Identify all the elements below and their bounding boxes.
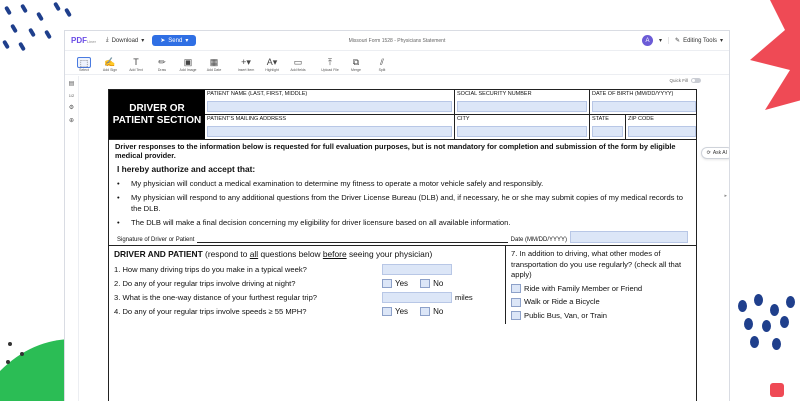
image-icon: ▣	[183, 57, 193, 67]
tool-add-text[interactable]: T Add Text	[129, 57, 143, 72]
chevron-down-icon: ▾	[185, 38, 189, 44]
signature-date-input[interactable]	[570, 231, 688, 243]
send-button[interactable]: ➤ Send ▾	[152, 35, 196, 46]
fields-icon: ▭	[293, 57, 303, 67]
pages-icon[interactable]: ▤	[68, 81, 75, 87]
list-item: • The DLB will make a final decision concerning my eligibility for driver licensure based on all available information.	[117, 218, 511, 227]
question-7: 7. In addition to driving, what other modes of transportation do you use regularly? (check all that apply)	[511, 249, 682, 279]
intro-text: Driver responses to the information below is requested for full evaluation purposes, but is not mandatory for completion and submission of the form by eligible medical provider.	[115, 142, 676, 160]
section-title: DRIVER OR PATIENT SECTION	[109, 90, 205, 139]
plus-icon: +▾	[241, 57, 251, 67]
ask-ai-button[interactable]: ⟳ Ask AI	[701, 147, 730, 159]
zip-input[interactable]	[628, 126, 696, 137]
question-2: 2. Do any of your regular trips involve driving at night? Yes No	[114, 278, 444, 288]
zip-field: ZIP CODE	[626, 115, 698, 139]
checkbox[interactable]	[511, 284, 521, 293]
address-field: PATIENT'S MAILING ADDRESS	[205, 115, 455, 139]
authorize-heading: I hereby authorize and accept that:	[117, 164, 256, 174]
transport-option-walk[interactable]: Walk or Ride a Bicycle	[511, 297, 691, 308]
calendar-icon: ▦	[209, 57, 219, 67]
checkbox[interactable]	[382, 279, 392, 288]
document-title: Missouri Form 1528 - Physicians Statement	[348, 37, 446, 44]
transport-option-ride[interactable]: Ride with Family Member or Friend	[511, 284, 691, 295]
download-button[interactable]: ⤓ Download ▾	[105, 37, 145, 44]
merge-icon: ⧉	[352, 57, 360, 67]
tool-upload-file[interactable]: ⤒ Upload File	[321, 57, 339, 72]
speed-yes-option[interactable]: Yes	[382, 307, 408, 316]
transport-option-public[interactable]: Public Bus, Van, or Train	[511, 311, 691, 322]
tool-draw[interactable]: ✏ Draw	[157, 57, 167, 72]
app-logo[interactable]: PDFLiner	[71, 36, 96, 45]
question-4: 4. Do any of your regular trips involve speeds ≥ 55 MPH? Yes No	[114, 306, 444, 316]
dob-input[interactable]	[592, 101, 696, 112]
city-field: CITY	[455, 115, 590, 139]
state-field: STATE	[590, 115, 626, 139]
form-page	[108, 89, 697, 401]
checkbox[interactable]	[382, 307, 392, 316]
patient-name-input[interactable]	[207, 101, 452, 112]
speed-no-option[interactable]: No	[420, 307, 443, 316]
tool-bar	[65, 51, 729, 75]
driver-patient-heading: DRIVER AND PATIENT (respond to all questions below before seeing your physician)	[114, 249, 433, 259]
city-input[interactable]	[457, 126, 587, 137]
night-yes-option[interactable]: Yes	[382, 279, 408, 288]
ai-icon: ⟳	[706, 150, 711, 156]
state-input[interactable]	[592, 126, 623, 137]
highlight-icon: A▾	[266, 57, 278, 67]
cursor-icon: ⬚	[77, 57, 91, 68]
signature-line[interactable]	[197, 236, 507, 243]
list-item: • My physician will conduct a medical examination to determine my fitness to operate a motor vehicle safely and responsibly.	[117, 179, 544, 188]
tool-add-image[interactable]: ▣ Add Image	[179, 57, 197, 72]
authorization-list	[109, 178, 696, 228]
patient-name-field: PATIENT NAME (LAST, FIRST, MIDDLE)	[205, 90, 455, 114]
tool-highlight[interactable]: A▾ Highlight	[265, 57, 279, 72]
tool-select[interactable]: ⬚ Select	[71, 57, 97, 72]
signature-row: Signature of Driver or Patient Date (MM/DD/YYYY)	[109, 228, 696, 246]
download-icon: ⤓	[105, 37, 109, 43]
decorative-dots-right	[730, 290, 800, 360]
checkbox[interactable]	[420, 279, 430, 288]
text-icon: T	[133, 57, 139, 67]
corner-logo-icon	[770, 383, 784, 397]
left-sidebar	[65, 76, 79, 401]
tool-merge[interactable]: ⧉ Merge	[351, 57, 361, 72]
tool-add-fields[interactable]: ▭ Add fields	[290, 57, 306, 72]
chevron-down-icon: ▾	[719, 38, 723, 44]
night-no-option[interactable]: No	[420, 279, 443, 288]
ssn-input[interactable]	[457, 101, 587, 112]
dob-field: DATE OF BIRTH (MM/DD/YYYY)	[590, 90, 698, 114]
upload-icon: ⤒	[328, 57, 332, 67]
weekly-trips-input[interactable]	[382, 264, 452, 275]
transport-column	[506, 246, 696, 324]
tool-split[interactable]: ⫽ Split	[378, 57, 386, 72]
address-input[interactable]	[207, 126, 452, 137]
patient-info-block	[109, 90, 696, 140]
list-item: • My physician will respond to any additional questions from the Driver License Bureau (DLB) and, if necessary, he or she may submit copies of my medical records to the DLB.	[117, 193, 683, 213]
tool-insert-item[interactable]: +▾ Insert Item	[237, 57, 255, 72]
questions-column	[109, 246, 506, 324]
ssn-field: SOCIAL SECURITY NUMBER	[455, 90, 590, 114]
zoom-icon[interactable]: ⊕	[68, 118, 75, 124]
checkbox[interactable]	[511, 298, 521, 307]
toggle-switch[interactable]	[691, 78, 701, 83]
editing-tools-button[interactable]: ✎ Editing Tools ▾	[668, 37, 723, 44]
user-avatar[interactable]: A	[642, 35, 653, 46]
pencil-icon: ✎	[675, 38, 681, 44]
pen-icon: ✏	[158, 57, 166, 67]
question-1: 1. How many driving trips do you make in a typical week?	[114, 262, 500, 276]
quick-fill-toggle[interactable]: Quick Fill	[669, 78, 701, 83]
checkbox[interactable]	[420, 307, 430, 316]
chevron-down-icon: ▾	[141, 38, 145, 44]
question-3: 3. What is the one-way distance of your furthest regular trip? miles	[114, 292, 473, 302]
signature-icon: ✍	[104, 57, 116, 67]
title-bar	[65, 31, 729, 51]
distance-input[interactable]	[382, 292, 452, 303]
checkbox[interactable]	[511, 311, 521, 320]
tool-add-date[interactable]: ▦ Add Date	[206, 57, 222, 72]
pdf-editor-window	[64, 30, 730, 401]
chevron-down-icon[interactable]: ▾	[659, 38, 663, 44]
gear-icon[interactable]: ⚙	[68, 105, 75, 111]
page-indicator: 1/2	[68, 93, 75, 98]
driver-patient-section	[109, 246, 696, 324]
split-icon: ⫽	[379, 57, 384, 67]
send-icon: ➤	[160, 38, 166, 44]
tool-add-sign[interactable]: ✍ Add Sign	[102, 57, 118, 72]
decorative-red-shape	[730, 0, 800, 120]
scroll-indicator[interactable]: ▸	[724, 193, 727, 199]
